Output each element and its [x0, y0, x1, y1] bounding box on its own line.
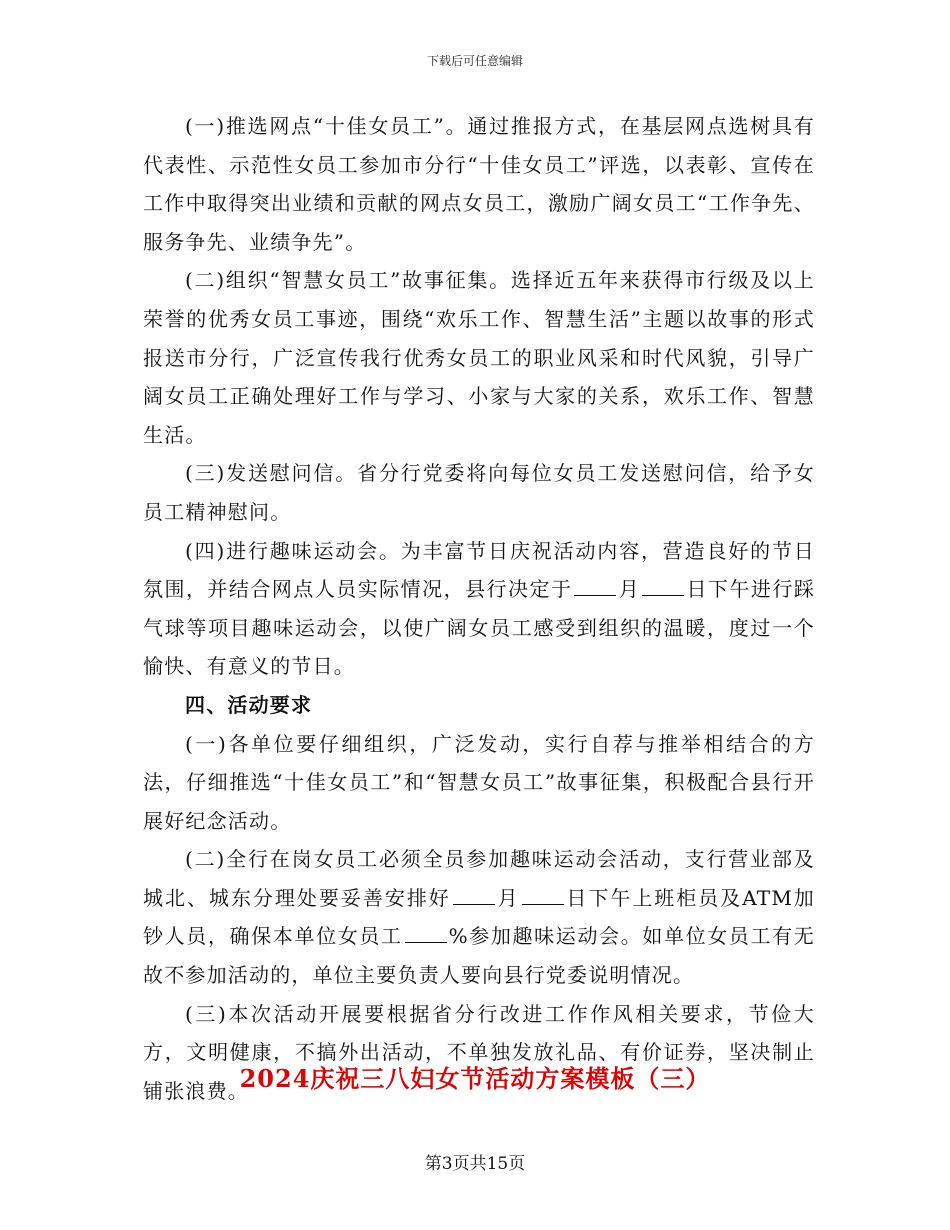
paragraph-story-collection: (二)组织“智慧女员工”故事征集。选择近五年来获得市行级及以上荣誉的优秀女员工事迹，围绕“欢乐工作、智慧生活”主题以故事的形式报送市分行，广泛宣传我行优秀女员工的职业风采和时代风貌，引导广阔女员工正确处理好工作与学习、小家与大家的关系，欢乐工作、智慧生活。: [143, 268, 815, 447]
page-number-footer: 第3页共15页: [424, 1154, 526, 1174]
paragraph-text: %参加趣味运动会。如单位女员工有无故不参加活动的，单位主要负责人要向县行党委说明情况。: [143, 924, 815, 988]
paragraph-requirement-participation: [143, 840, 815, 994]
paragraph-text: 月: [618, 577, 641, 602]
paragraph-text: (四)进行趣味运动会。为丰富节日庆祝活动内容，营造良好的节日氛围，并结合网点人员实际情况，县行决定于: [143, 538, 815, 602]
paragraph-text: 日下午上班柜员及ATM加钞人员，确保本单位女员工: [143, 885, 815, 949]
section-heading-requirements: 四、活动要求: [185, 692, 313, 717]
blank-percent-field: [405, 920, 447, 943]
document-title: 2024庆祝三八妇女节活动方案模板（三）: [239, 1064, 711, 1093]
paragraph-requirement-frugality: (三)本次活动开展要根据省分行改进工作作风相关要求，节俭大方，文明健康，不搞外出活动，不单独发放礼品、有价证券，坚决制止铺张浪费。: [143, 1001, 815, 1103]
document-body: [143, 107, 815, 1110]
paragraph-condolence-letter: (三)发送慰问信。省分行党委将向每位女员工发送慰问信，给予女员工精神慰问。: [143, 461, 815, 524]
blank-month-field: [453, 882, 495, 905]
blank-month-field: [574, 573, 616, 596]
paragraph-requirement-organize: (一)各单位要仔细组织，广泛发动，实行自荐与推举相结合的方法，仔细推选“十佳女员工”和“智慧女员工”故事征集，积极配合县行开展好纪念活动。: [143, 731, 815, 833]
page-header: 下载后可任意编辑: [426, 54, 523, 68]
paragraph-text: 月: [496, 885, 520, 910]
paragraph-text: 日下午进行踩气球等项目趣味运动会，以使广阔女员工感受到组织的温暖，度过一个愉快、有意义的节日。: [143, 577, 816, 679]
paragraph-text: (二)全行在岗女员工必须全员参加趣味运动会活动，支行营业部及城北、城东分理处要妥善安排好: [143, 847, 815, 910]
paragraph-fun-sports-meeting: [143, 532, 815, 686]
blank-day-field: [642, 573, 684, 596]
blank-day-field: [522, 882, 564, 905]
paragraph-ten-best-staff: (一)推选网点“十佳女员工”。通过推报方式，在基层网点选树具有代表性、示范性女员工参加市分行“十佳女员工”评选，以表彰、宣传在工作中取得突出业绩和贡献的网点女员工，激励广阔女员工“工作争先、服务争先、业绩争先”。: [143, 114, 815, 254]
